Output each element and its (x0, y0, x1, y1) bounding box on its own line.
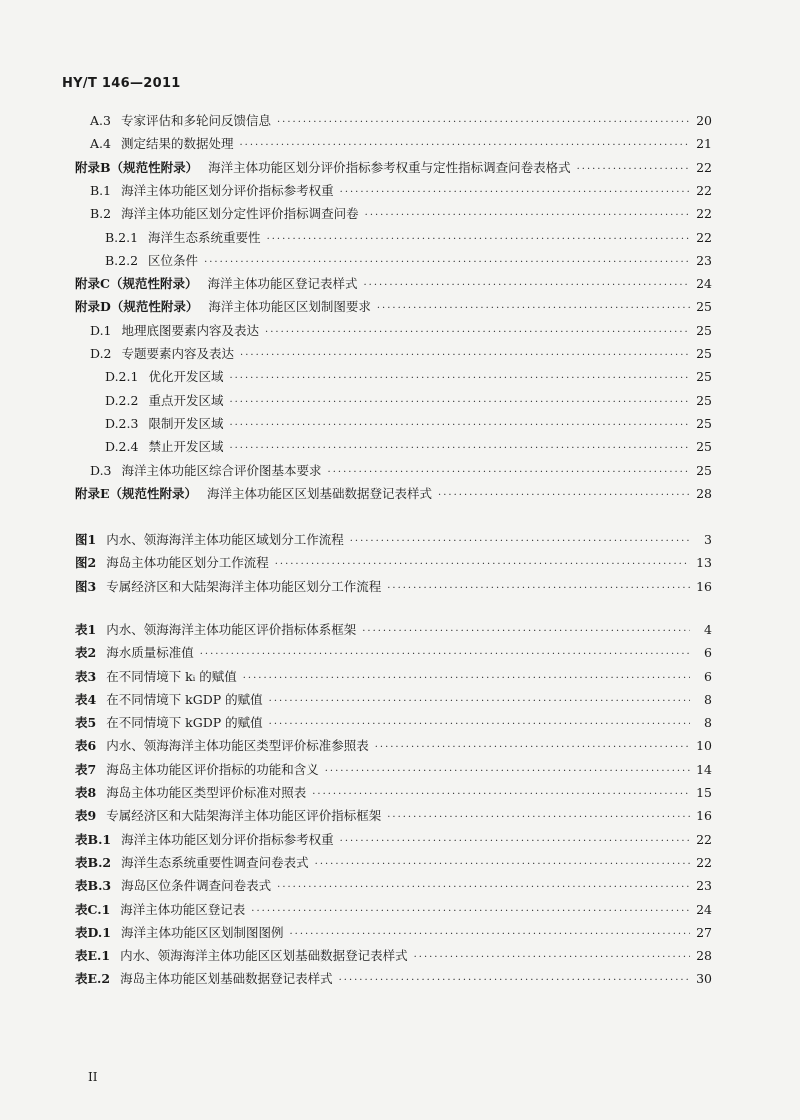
figures-entry-title: 海岛主体功能区划分工作流程 (106, 555, 269, 570)
dot-leader (362, 622, 690, 642)
tables-entry-page: 14 (696, 762, 712, 777)
toc-entry[interactable] (105, 391, 712, 411)
dot-leader (251, 902, 690, 922)
toc-entry[interactable] (90, 204, 712, 224)
tables-entry-title: 海岛主体功能区类型评价标准对照表 (106, 785, 307, 800)
document-id: HY/T 146—2011 (62, 76, 181, 91)
figures-entry-page: 16 (696, 579, 712, 594)
toc-entry[interactable] (75, 297, 712, 317)
tables-entry-page: 16 (696, 808, 712, 823)
dot-leader (200, 645, 690, 665)
tables-entry[interactable] (75, 690, 712, 710)
figures-entry-label: 图1 (75, 532, 97, 547)
figures-entry-title: 专属经济区和大陆架海洋主体功能区划分工作流程 (106, 579, 382, 594)
toc-entry-title: 重点开发区域 (148, 393, 224, 408)
toc-entry-title: 测定结果的数据处理 (120, 136, 234, 151)
dot-leader (312, 785, 690, 805)
dot-leader (315, 855, 690, 875)
toc-entry[interactable] (75, 158, 712, 178)
tables-entry-title: 在不同情境下 kGDP 的赋值 (106, 692, 263, 707)
toc-entry-page: 24 (696, 276, 712, 291)
toc-entry-label: D.2.1 (105, 369, 139, 384)
tables-entry-page: 15 (696, 785, 712, 800)
tables-entry[interactable] (75, 969, 712, 989)
tables-entry-page: 30 (696, 971, 712, 986)
tables-entry[interactable] (75, 620, 712, 640)
toc-entry-page: 22 (696, 230, 712, 245)
toc-entry-label: D.2 (90, 346, 112, 361)
tables-entry[interactable] (75, 876, 712, 896)
tables-entry[interactable] (75, 853, 712, 873)
dot-leader (243, 669, 690, 689)
tables-entry-title: 海岛区位条件调查问卷表式 (121, 878, 272, 893)
tables-entry-label: 表8 (75, 785, 97, 800)
toc-entry[interactable] (90, 461, 712, 481)
tables-entry-label: 表7 (75, 762, 97, 777)
toc-entry-page: 25 (696, 393, 712, 408)
toc-entry[interactable] (105, 228, 712, 248)
toc-entry-label: B.2 (90, 206, 112, 221)
toc-entry[interactable] (90, 134, 712, 154)
dot-leader (275, 555, 690, 575)
tables-entry[interactable] (75, 713, 712, 733)
tables-entry-label: 表3 (75, 669, 97, 684)
tables-entry-page: 8 (704, 715, 712, 730)
tables-entry-page: 23 (696, 878, 712, 893)
toc-entry-title: 海洋主体功能区划分定性评价指标调查问卷 (121, 206, 359, 221)
tables-entry-title: 内水、领海海洋主体功能区区划基础数据登记表样式 (120, 948, 408, 963)
dot-leader (229, 416, 690, 436)
tables-entry-page: 8 (704, 692, 712, 707)
toc-entry-page: 23 (696, 253, 712, 268)
dot-leader (577, 160, 690, 180)
dot-leader (340, 183, 690, 203)
toc-entry-label: B.2.2 (105, 253, 139, 268)
toc-entry-page: 21 (696, 136, 712, 151)
dot-leader (239, 136, 690, 156)
toc-entry-label: 附录E（规范性附录） (75, 486, 198, 501)
toc-entry-page: 25 (696, 323, 712, 338)
toc-entry[interactable] (90, 344, 712, 364)
tables-entry-label: 表2 (75, 645, 97, 660)
dot-leader (375, 738, 690, 758)
tables-entry-label: 表9 (75, 808, 97, 823)
dot-leader (340, 832, 690, 852)
toc-entry-title: 专家评估和多轮问反馈信息 (120, 113, 271, 128)
tables-entry-page: 6 (704, 645, 712, 660)
toc-entry-title: 海洋生态系统重要性 (148, 230, 261, 245)
toc-entry-page: 25 (696, 439, 712, 454)
dot-leader (289, 925, 690, 945)
tables-entry[interactable] (75, 900, 712, 920)
tables-entry[interactable] (75, 783, 712, 803)
toc-entry-page: 25 (696, 369, 712, 384)
tables-entry[interactable] (75, 830, 712, 850)
toc-entry-title: 海洋主体功能区区划制图要求 (208, 299, 371, 314)
toc-entry-label: 附录B（规范性附录） (75, 160, 199, 175)
tables-entry-label: 表B.1 (75, 832, 112, 847)
dot-leader (277, 113, 690, 133)
tables-entry-label: 表5 (75, 715, 97, 730)
toc-entry-title: 限制开发区域 (148, 416, 224, 431)
tables-entry-title: 海洋主体功能区区划制图图例 (120, 925, 284, 940)
tables-entry[interactable] (75, 736, 712, 756)
toc-entry-title: 海洋主体功能区划分评价指标参考权重与定性指标调查问卷表格式 (208, 160, 571, 175)
tables-entry-page: 6 (704, 669, 712, 684)
dot-leader (229, 439, 690, 459)
tables-entry-label: 表6 (75, 738, 97, 753)
tables-entry-page: 27 (696, 925, 712, 940)
dot-leader (339, 971, 690, 991)
toc-entry-page: 22 (696, 206, 712, 221)
dot-leader (269, 692, 690, 712)
toc-entry-title: 海洋主体功能区综合评价图基本要求 (121, 463, 322, 478)
dot-leader (229, 393, 690, 413)
tables-entry-title: 内水、领海海洋主体功能区类型评价标准参照表 (106, 738, 369, 753)
toc-entry-title: 地理底图要素内容及表达 (121, 323, 260, 338)
tables-entry-title: 海岛主体功能区划基础数据登记表样式 (120, 971, 333, 986)
toc-entry-title: 区位条件 (148, 253, 199, 268)
figures-entry[interactable] (75, 577, 712, 597)
toc-entry-page: 25 (696, 346, 712, 361)
tables-entry-label: 表B.3 (75, 878, 112, 893)
toc-entry-page: 25 (696, 299, 712, 314)
tables-entry[interactable] (75, 643, 712, 663)
tables-entry-label: 表D.1 (75, 925, 111, 940)
tables-entry[interactable] (75, 760, 712, 780)
tables-entry-title: 海岛主体功能区评价指标的功能和含义 (106, 762, 319, 777)
toc-entry-label: B.1 (90, 183, 112, 198)
toc-entry-label: D.1 (90, 323, 112, 338)
toc-entry-label: 附录D（规范性附录） (75, 299, 199, 314)
tables-entry-page: 24 (696, 902, 712, 917)
dot-leader (328, 463, 690, 483)
tables-entry-label: 表B.2 (75, 855, 112, 870)
toc-entry-title: 海洋主体功能区划分评价指标参考权重 (121, 183, 334, 198)
toc-entry-title: 优化开发区域 (148, 369, 224, 384)
toc-entry-page: 25 (696, 463, 712, 478)
dot-leader (240, 346, 690, 366)
figures-entry-page: 13 (696, 555, 712, 570)
tables-entry[interactable] (75, 923, 712, 943)
toc-entry[interactable] (105, 367, 712, 387)
toc-entry-title: 海洋主体功能区登记表样式 (207, 276, 358, 291)
dot-leader (229, 369, 690, 389)
toc-entry-label: B.2.1 (105, 230, 139, 245)
figures-entry-label: 图3 (75, 579, 97, 594)
tables-entry-label: 表E.2 (75, 971, 111, 986)
tables-entry-page: 22 (696, 832, 712, 847)
toc-entry-page: 25 (696, 416, 712, 431)
tables-entry-page: 22 (696, 855, 712, 870)
tables-entry-label: 表E.1 (75, 948, 111, 963)
tables-entry-title: 海洋主体功能区登记表 (120, 902, 246, 917)
tables-entry-page: 10 (696, 738, 712, 753)
dot-leader (277, 878, 690, 898)
dot-leader (438, 486, 690, 506)
tables-entry[interactable] (75, 667, 712, 687)
tables-entry-title: 海洋生态系统重要性调查问卷表式 (121, 855, 309, 870)
toc-entry-page: 22 (696, 183, 712, 198)
toc-entry-label: 附录C（规范性附录） (75, 276, 198, 291)
tables-entry-title: 专属经济区和大陆架海洋主体功能区评价指标框架 (106, 808, 382, 823)
tables-entry-title: 内水、领海海洋主体功能区评价指标体系框架 (106, 622, 357, 637)
tables-entry-title: 在不同情境下 kᵢ 的赋值 (106, 669, 237, 684)
dot-leader (204, 253, 690, 273)
figures-entry[interactable] (75, 530, 712, 550)
dot-leader (414, 948, 690, 968)
dot-leader (325, 762, 690, 782)
toc-entry[interactable] (90, 181, 712, 201)
toc-entry-label: A.4 (90, 136, 111, 151)
toc-entry[interactable] (90, 321, 712, 341)
toc-entry-label: D.2.4 (105, 439, 139, 454)
tables-entry-page: 4 (704, 622, 712, 637)
toc-entry-label: D.3 (90, 463, 112, 478)
toc-entry-page: 28 (696, 486, 712, 501)
toc-entry[interactable] (75, 274, 712, 294)
toc-entry[interactable] (105, 414, 712, 434)
tables-entry-label: 表C.1 (75, 902, 111, 917)
toc-entry-label: A.3 (90, 113, 111, 128)
dot-leader (387, 808, 690, 828)
toc-entry[interactable] (105, 251, 712, 271)
tables-entry-title: 海水质量标准值 (106, 645, 194, 660)
dot-leader (387, 579, 690, 599)
tables-entry-title: 海洋主体功能区划分评价指标参考权重 (121, 832, 334, 847)
dot-leader (363, 276, 690, 296)
tables-entry-title: 在不同情境下 kGDP 的赋值 (106, 715, 263, 730)
tables-entry[interactable] (75, 806, 712, 826)
toc-entry[interactable] (90, 111, 712, 131)
dot-leader (269, 715, 690, 735)
dot-leader (265, 323, 690, 343)
figures-entry[interactable] (75, 553, 712, 573)
tables-entry-page: 28 (696, 948, 712, 963)
dot-leader (350, 532, 690, 552)
toc-entry-page: 22 (696, 160, 712, 175)
toc-entry-title: 禁止开发区域 (148, 439, 224, 454)
tables-entry[interactable] (75, 946, 712, 966)
figures-entry-title: 内水、领海海洋主体功能区域划分工作流程 (106, 532, 344, 547)
toc-entry-label: D.2.2 (105, 393, 139, 408)
figures-entry-label: 图2 (75, 555, 97, 570)
toc-entry[interactable] (75, 484, 712, 504)
toc-entry[interactable] (105, 437, 712, 457)
toc-entry-title: 海洋主体功能区区划基础数据登记表样式 (207, 486, 433, 501)
dot-leader (267, 230, 690, 250)
page-number: II (88, 1070, 98, 1084)
dot-leader (377, 299, 690, 319)
toc-entry-title: 专题要素内容及表达 (121, 346, 235, 361)
tables-entry-label: 表1 (75, 622, 97, 637)
dot-leader (365, 206, 690, 226)
tables-entry-label: 表4 (75, 692, 97, 707)
toc-entry-label: D.2.3 (105, 416, 139, 431)
figures-entry-page: 3 (704, 532, 712, 547)
toc-entry-page: 20 (696, 113, 712, 128)
